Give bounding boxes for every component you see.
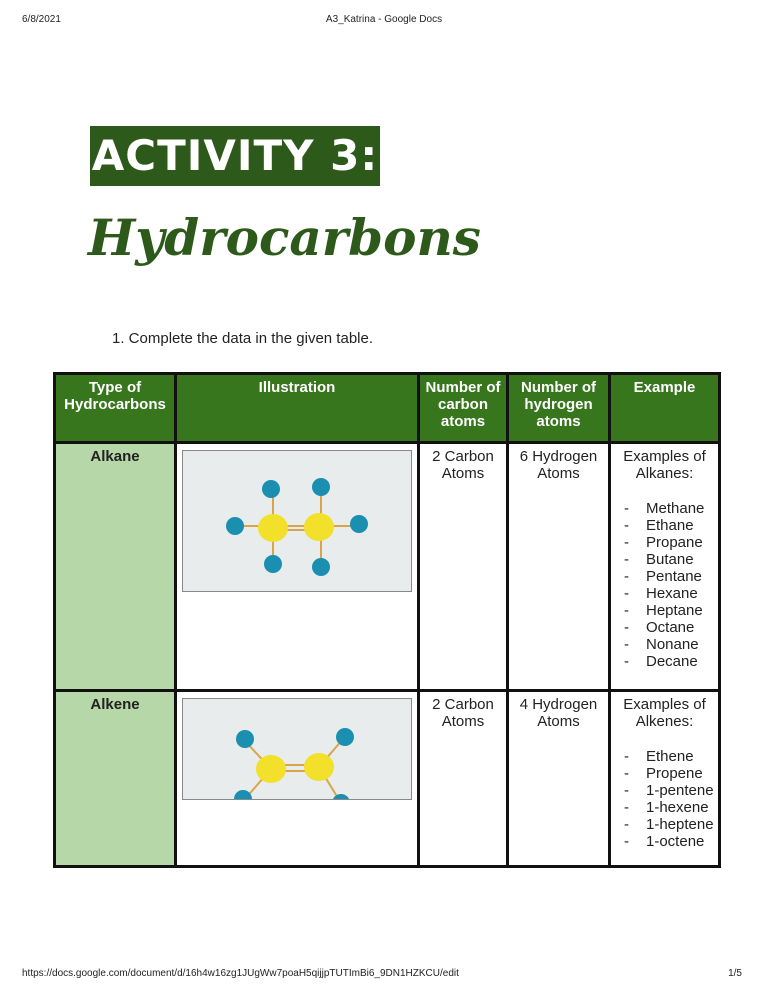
carbon-cell: 2 Carbon Atoms <box>419 691 508 867</box>
page-number: 1/5 <box>728 968 742 979</box>
example-item: - Ethane <box>624 517 715 534</box>
example-item: - Ethene <box>624 748 715 765</box>
instruction: 1. Complete the data in the given table. <box>112 330 374 347</box>
illustration-cell <box>176 691 419 867</box>
example-item: - Heptane <box>624 602 715 619</box>
type-cell: Alkene <box>55 691 176 867</box>
example-list <box>624 500 715 670</box>
header-carbon: Number of carbon atoms <box>419 374 508 443</box>
example-item: - 1-heptene <box>624 816 715 833</box>
example-list <box>624 748 715 850</box>
print-title: A3_Katrina - Google Docs <box>325 14 443 25</box>
example-item: - 1-octene <box>624 833 715 850</box>
example-cell <box>610 691 720 867</box>
example-title: Examples of Alkanes: <box>623 448 706 482</box>
table-row <box>55 691 720 867</box>
hydrogen-cell: 4 Hydrogen Atoms <box>508 691 610 867</box>
ethene-molecule-icon <box>183 699 411 799</box>
example-item: - Butane <box>624 551 715 568</box>
example-item: - Pentane <box>624 568 715 585</box>
header-hydrogen: Number of hydrogen atoms <box>508 374 610 443</box>
illustration-cell <box>176 443 419 691</box>
example-item: - 1-hexene <box>624 799 715 816</box>
footer-url: https://docs.google.com/document/d/16h4w16zg1JUgWw7poaH5qijjpTUTImBi6_9DN1HZKCU/edit <box>22 968 459 979</box>
example-cell <box>610 443 720 691</box>
example-title: Examples of Alkenes: <box>623 696 706 730</box>
example-item: - Octane <box>624 619 715 636</box>
example-item: - Propene <box>624 765 715 782</box>
hydrocarbon-table <box>53 372 721 868</box>
type-cell: Alkane <box>55 443 176 691</box>
alkane-model-image <box>182 450 412 592</box>
subtitle: Hydrocarbons <box>88 208 481 267</box>
ethane-molecule-icon <box>183 451 411 591</box>
header-example: Example <box>610 374 720 443</box>
table-header-row <box>55 374 720 443</box>
alkene-model-image <box>182 698 412 800</box>
example-item: - Methane <box>624 500 715 517</box>
activity-title: ACTIVITY 3: <box>90 126 380 186</box>
example-item: - 1-pentene <box>624 782 715 799</box>
example-item: - Hexane <box>624 585 715 602</box>
example-item: - Decane <box>624 653 715 670</box>
header-type: Type of Hydrocarbons <box>55 374 176 443</box>
example-item: - Propane <box>624 534 715 551</box>
hydrogen-cell: 6 Hydrogen Atoms <box>508 443 610 691</box>
header-illustration: Illustration <box>176 374 419 443</box>
table-row <box>55 443 720 691</box>
print-date: 6/8/2021 <box>22 14 61 25</box>
carbon-cell: 2 Carbon Atoms <box>419 443 508 691</box>
example-item: - Nonane <box>624 636 715 653</box>
